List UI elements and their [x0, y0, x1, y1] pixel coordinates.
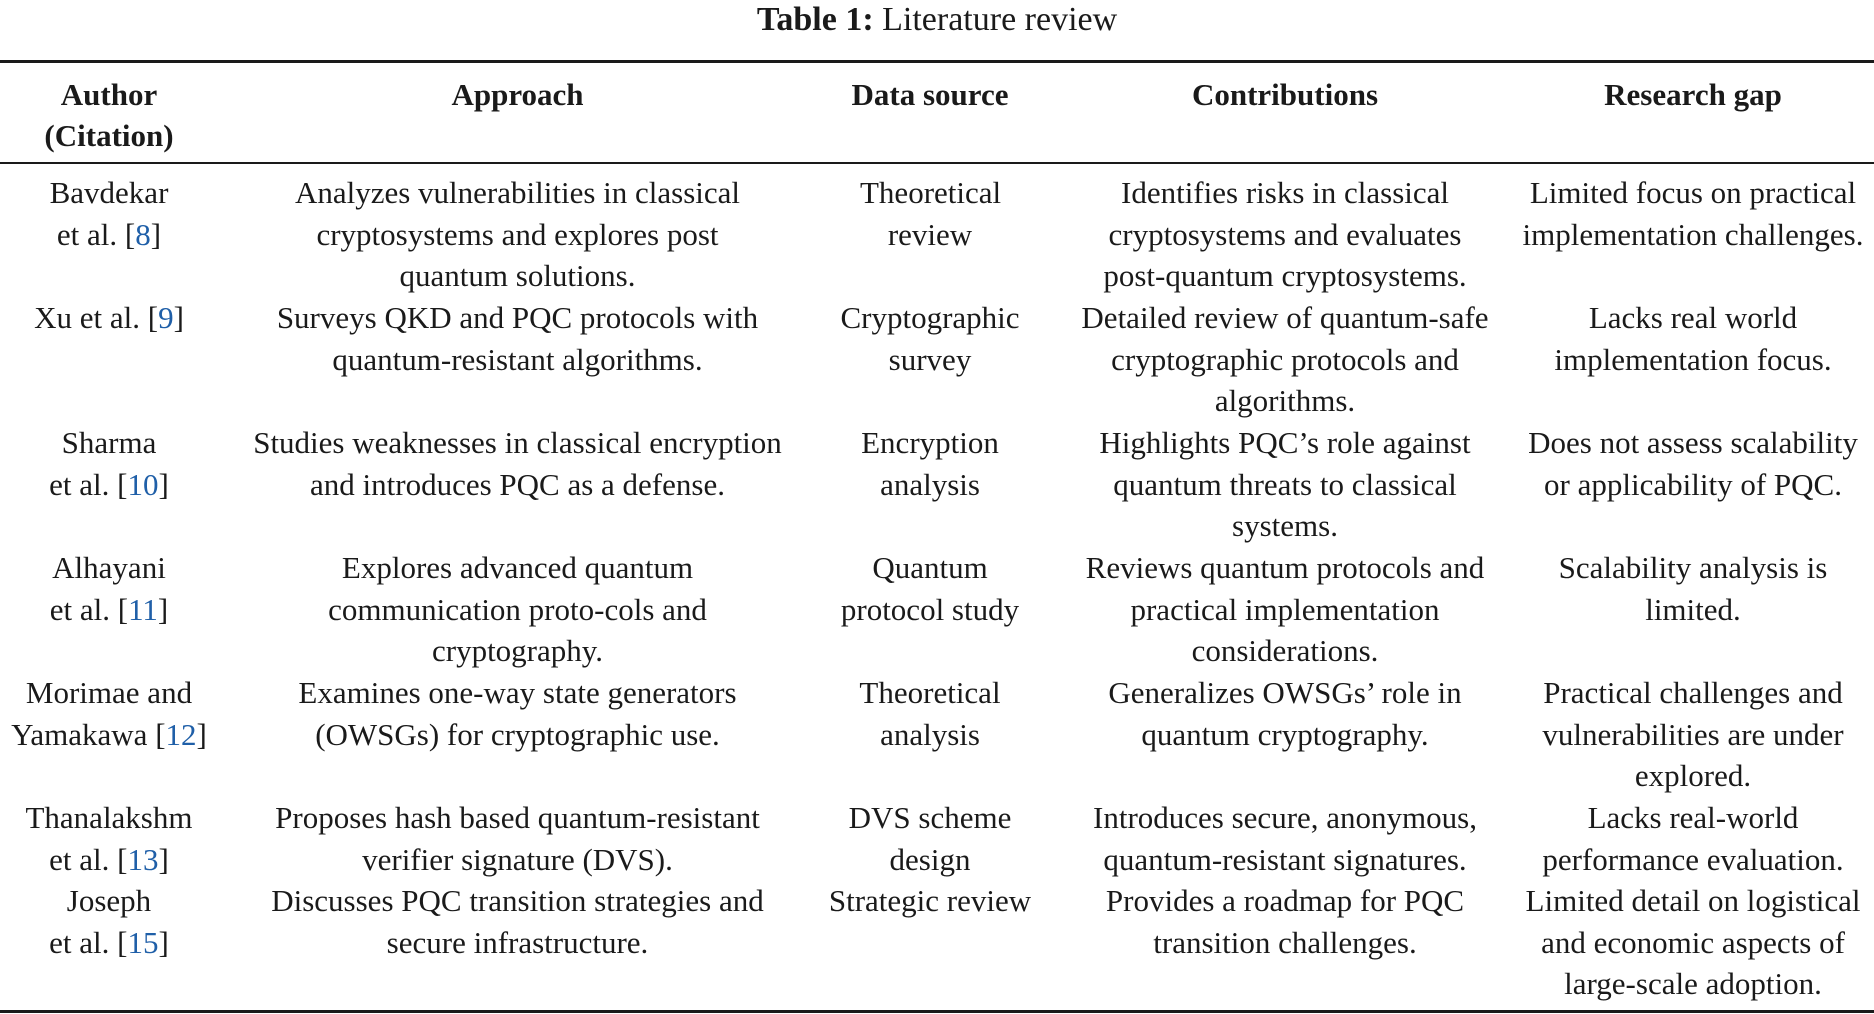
- data-source-cell: Strategic review: [828, 883, 1032, 918]
- approach-cell: Surveys QKD and PQC protocols with quantum-resistant algorithms.: [276, 300, 759, 377]
- table-row: [0, 547, 1874, 672]
- table-header-row: [0, 74, 1874, 158]
- header-research-gap: Research gap: [1604, 77, 1782, 112]
- data-source-cell: Encryption analysis: [861, 425, 999, 502]
- research-gap-cell: Scalability analysis is limited.: [1558, 550, 1828, 627]
- author-line: et al. [11]: [49, 591, 169, 627]
- author-line: Xu et al. [9]: [34, 300, 184, 335]
- table-row: [0, 172, 1874, 297]
- citation-link[interactable]: 15: [127, 924, 159, 960]
- data-source-cell: Theoretical analysis: [859, 675, 1001, 752]
- approach-cell: Discusses PQC transition strategies and secure infrastructure.: [271, 883, 764, 960]
- header-contributions: Contributions: [1191, 77, 1379, 112]
- author-name: Thanalakshm: [25, 800, 193, 835]
- header-author-line1: Author: [60, 77, 158, 112]
- table-caption: [0, 0, 1874, 40]
- approach-cell: Analyzes vulnerabilities in classical cryptosystems and explores post quantum solutions.: [294, 175, 741, 293]
- citation-link[interactable]: 9: [158, 300, 174, 335]
- table-row: [0, 880, 1874, 1005]
- table-caption-text: Literature review: [882, 1, 1118, 38]
- research-gap-cell: Does not assess scalability or applicability of PQC.: [1528, 425, 1858, 502]
- research-gap-cell: Limited focus on practical implementation challenges.: [1522, 175, 1864, 252]
- research-gap-cell: Lacks real-world performance evaluation.: [1542, 800, 1844, 877]
- header-author: [0, 74, 218, 156]
- approach-cell: Proposes hash based quantum-resistant verifier signature (DVS).: [275, 800, 760, 877]
- author-cell: [0, 422, 218, 505]
- author-name: Sharma: [61, 425, 157, 460]
- citation-link[interactable]: 12: [165, 716, 197, 752]
- citation-link[interactable]: 13: [127, 841, 159, 877]
- research-gap-cell: Practical challenges and vulnerabilities are under explored.: [1542, 675, 1844, 793]
- approach-cell: Studies weaknesses in classical encryption and introduces PQC as a defense.: [253, 425, 782, 502]
- author-line: et al. [10]: [49, 466, 169, 502]
- contributions-cell: Generalizes OWSGs’ role in quantum cryptography.: [1108, 675, 1462, 752]
- author-cell: [0, 547, 218, 630]
- data-source-cell: Cryptographic survey: [840, 300, 1020, 377]
- table-row: [0, 672, 1874, 797]
- data-source-cell: Quantum protocol study: [840, 550, 1020, 627]
- table-row: [0, 297, 1874, 422]
- author-line: et al. [13]: [49, 841, 169, 877]
- contributions-cell: Introduces secure, anonymous, quantum-resistant signatures.: [1093, 800, 1477, 877]
- contributions-cell: Detailed review of quantum-safe cryptographic protocols and algorithms.: [1081, 300, 1489, 418]
- author-name: Joseph: [66, 883, 152, 918]
- author-cell: [0, 880, 218, 963]
- author-name: Alhayani: [52, 550, 166, 585]
- author-line: Yamakawa [12]: [11, 716, 207, 752]
- table-caption-label: Table 1:: [756, 1, 874, 38]
- data-source-cell: DVS scheme design: [848, 800, 1012, 877]
- approach-cell: Examines one-way state generators (OWSGs) for cryptographic use.: [298, 675, 737, 752]
- contributions-cell: Reviews quantum protocols and practical implementation considerations.: [1085, 550, 1485, 668]
- author-line: et al. [15]: [49, 924, 169, 960]
- author-line: et al. [8]: [56, 216, 162, 252]
- author-cell: [0, 672, 218, 755]
- approach-cell: Explores advanced quantum communication proto-cols and cryptography.: [328, 550, 707, 668]
- contributions-cell: Provides a roadmap for PQC transition challenges.: [1105, 883, 1465, 960]
- contributions-cell: Highlights PQC’s role against quantum threats to classical systems.: [1099, 425, 1471, 543]
- citation-link[interactable]: 10: [127, 466, 159, 502]
- author-name: Bavdekar: [49, 175, 169, 210]
- table-bottom-rule: [0, 1010, 1874, 1013]
- header-data-source: Data source: [851, 77, 1009, 112]
- author-cell: [0, 297, 218, 339]
- data-source-cell: Theoretical review: [860, 175, 1002, 252]
- table-header-rule: [0, 162, 1874, 164]
- table-row: [0, 422, 1874, 547]
- research-gap-cell: Lacks real world implementation focus.: [1554, 300, 1832, 377]
- contributions-cell: Identifies risks in classical cryptosystems and evaluates post-quantum cryptosystems.: [1103, 175, 1467, 293]
- author-cell: [0, 172, 218, 255]
- author-name: Morimae and: [25, 675, 193, 710]
- table-row: [0, 797, 1874, 880]
- header-approach: Approach: [451, 77, 584, 112]
- table-top-rule: [0, 60, 1874, 63]
- header-author-line2: (Citation): [44, 118, 174, 153]
- author-cell: [0, 797, 218, 880]
- citation-link[interactable]: 8: [135, 216, 151, 252]
- research-gap-cell: Limited detail on logistical and economic aspects of large-scale adoption.: [1525, 883, 1861, 1001]
- citation-link[interactable]: 11: [128, 591, 158, 627]
- table-body: [0, 172, 1874, 1005]
